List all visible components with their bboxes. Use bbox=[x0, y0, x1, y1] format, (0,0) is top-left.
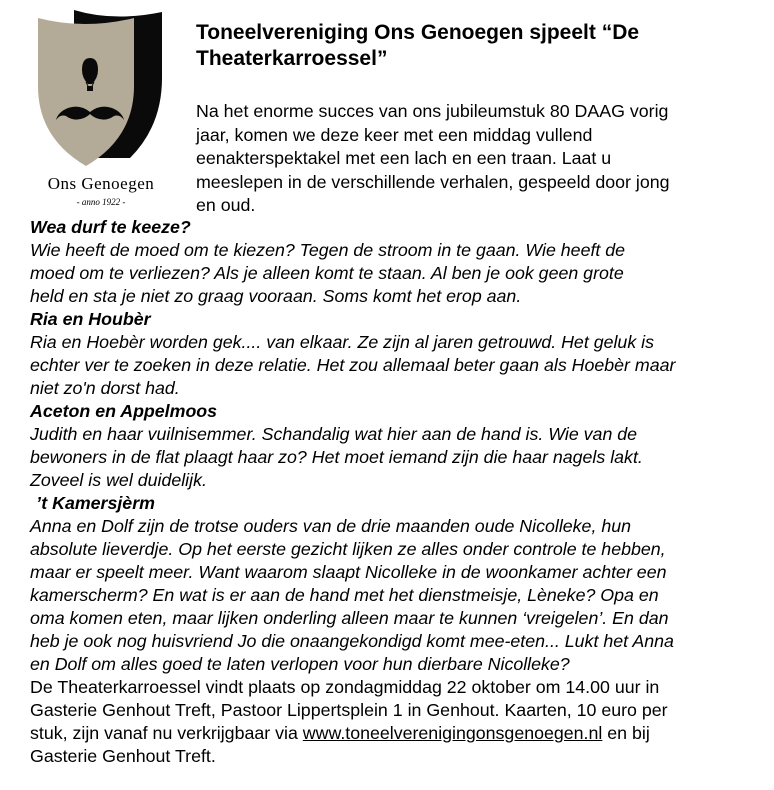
article-body bbox=[30, 216, 760, 768]
closing-line: De Theaterkarroessel vindt plaats op zondagmiddag 22 oktober om 14.00 uur in bbox=[30, 677, 660, 697]
intro-line: meeslepen in de verschillende verhalen, gespeeld door jong bbox=[196, 171, 670, 192]
section-line: moed om te verliezen? Als je alleen komt te staan. Al ben je ook geen grote bbox=[30, 263, 624, 283]
section-wea-durf-te-keeze bbox=[30, 216, 760, 308]
section-ria-en-houber bbox=[30, 308, 760, 400]
section-line: kamerscherm? En wat is er aan de hand met het dienstmeisje, Lèneke? Opa en bbox=[30, 585, 659, 605]
section-line: Anna en Dolf zijn de trotse ouders van de drie maanden oude Nicolleke, hun bbox=[30, 516, 631, 536]
closing-line: Gasterie Genhout Treft, Pastoor Lippertsplein 1 in Genhout. Kaarten, 10 euro per bbox=[30, 700, 668, 720]
ons-genoegen-logo bbox=[26, 8, 176, 208]
section-heading: ’t Kamersjèrm bbox=[36, 493, 155, 513]
closing-paragraph bbox=[30, 676, 760, 768]
article-title bbox=[196, 20, 756, 72]
section-line: absolute lieverdje. Op het eerste gezicht lijken ze alles onder controle te hebben, bbox=[30, 539, 666, 559]
section-line: niet zo'n dorst had. bbox=[30, 378, 180, 398]
section-line: heb je ook nog huisvriend Jo die onaangekondigd komt mee-eten... Lukt het Anna bbox=[30, 631, 674, 651]
title-line: Theaterkarroessel” bbox=[196, 47, 388, 70]
intro-line: eenakterspektakel met een lach en een traan. Laat u bbox=[196, 148, 612, 168]
section-line: oma komen eten, maar lijken onderling alleen maar te kunnen ‘vreigelen’. En dan bbox=[30, 608, 669, 628]
logo-name: Ons Genoegen bbox=[47, 174, 155, 193]
shield-mustache-icon bbox=[34, 8, 168, 170]
section-line: echter ver te zoeken in deze relatie. Het zou allemaal beter gaan als Hoebèr maar bbox=[30, 355, 676, 375]
section-line: Judith en haar vuilnisemmer. Schandalig wat hier aan de hand is. Wie van de bbox=[30, 424, 638, 444]
section-t-kamersjerm bbox=[30, 492, 760, 676]
section-line: maar er speelt meer. Want waarom slaapt Nicolleke in de woonkamer achter een bbox=[30, 562, 667, 582]
section-line: Zoveel is wel duidelijk. bbox=[30, 470, 207, 490]
section-line: bewoners in de flat plaagt haar zo? Het moet iemand zijn die haar nagels lakt. bbox=[30, 447, 643, 467]
section-line: Ria en Hoebèr worden gek.... van elkaar. Ze zijn al jaren getrouwd. Het geluk is bbox=[30, 332, 654, 352]
section-heading: Aceton en Appelmoos bbox=[30, 401, 218, 421]
website-link[interactable]: www.toneelverenigingonsgenoegen.nl bbox=[302, 723, 603, 743]
intro-paragraph bbox=[196, 100, 756, 218]
logo-year: - anno 1922 - bbox=[76, 197, 126, 207]
section-heading: Ria en Houbèr bbox=[30, 309, 151, 329]
section-line: Wie heeft de moed om te kiezen? Tegen de stroom in te gaan. Wie heeft de bbox=[30, 240, 626, 260]
intro-line: Na het enorme succes van ons jubileumstuk 80 DAAG vorig bbox=[196, 101, 669, 121]
closing-text: stuk, zijn vanaf nu verkrijgbaar via bbox=[30, 723, 303, 743]
closing-text: en bij bbox=[602, 723, 650, 743]
section-line: en Dolf om alles goed te laten verlopen voor hun dierbare Nicolleke? bbox=[30, 654, 570, 674]
closing-line bbox=[30, 722, 760, 745]
section-aceton-en-appelmoos bbox=[30, 400, 760, 492]
title-line: Toneelvereniging Ons Genoegen sjpeelt “De bbox=[196, 21, 640, 44]
section-line: held en sta je niet zo graag vooraan. Soms komt het erop aan. bbox=[30, 286, 522, 306]
intro-line: jaar, komen we deze keer met een middag vullend bbox=[196, 124, 593, 145]
closing-line: Gasterie Genhout Treft. bbox=[30, 746, 216, 766]
section-heading: Wea durf te keeze? bbox=[30, 217, 191, 237]
intro-line: en oud. bbox=[196, 195, 256, 215]
